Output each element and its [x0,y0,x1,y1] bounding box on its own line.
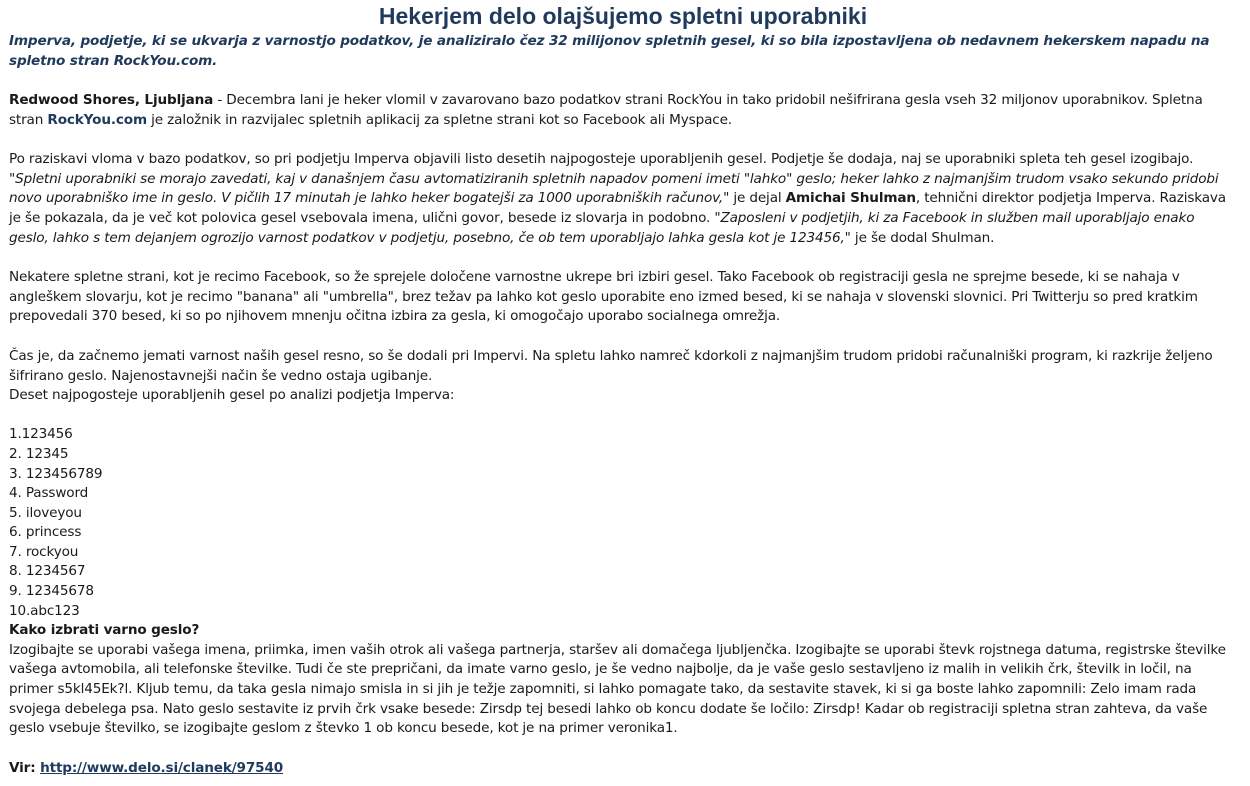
list-item: 1.123456 [9,426,73,443]
source-line [9,759,1237,779]
lead-site-name: RockYou.com [113,52,213,69]
research-quote-2: "Zaposleni v podjetjih, ki za Facebook in služben mail uporabljajo enako geslo, lahko s tem dejanjem ogrozijo varnost podatkov v podjetju, posebno, če ob tem uporabljajo lahka gesla kot je 123456," [9,209,1195,246]
paragraph-research [9,150,1237,248]
list-item: 8. 1234567 [9,563,86,580]
paragraph-sites: Nekatere spletne strani, kot je recimo Facebook, so že sprejele določene varnostne ukrepe bri izbiri gesel. Tako Facebook ob registraciji gesla ne sprejme besede, ki se nahaja v angleškem slovarju, kot je recimo "banana" ali "umbrella", brez težav pa lahko kot geslo uporabite eno izmed besed, ki se nahaja v slovenski slovnici. Pri Twitterju so pred kratkim prepovedali 370 besed, ki so po njihovem mnenju očitna izbira za gesla, ki omogočajo uporabo socialnega omrežja. [9,269,1198,325]
password-list [9,425,1237,621]
list-item: 10.abc123 [9,602,80,619]
list-item: 4. Password [9,485,89,502]
research-text-d: je še dodal Shulman. [850,229,995,246]
dateline-separator: - [213,92,227,108]
lead-text: Imperva, podjetje, ki se ukvarja z varnostjo podatkov, je analiziralo čez 32 milijonov spletnih gesel, ki so bila izpostavljena ob nedavnem hekerskem napadu na spletno stran [9,33,1210,69]
research-quote-1: Spletni uporabniki se morajo zavedati, kaj v današnjem času avtomatiziranih spletnih napadov pomeni imeti "lahko" geslo; heker lahko z najmanjšim trudom vsako sekundo pridobi novo uporabniško ime in geslo. V pičlih 17 minutah je lahko heker bogatejši za 1000 uporabniških računov," [9,170,1219,207]
list-item: 6. princess [9,524,82,541]
source-label: Vir: [9,759,41,776]
list-item: 2. 12345 [9,445,69,462]
list-item: 3. 123456789 [9,465,103,482]
research-text-a: Po raziskavi vloma v bazo podatkov, so pri podjetju Imperva objavili listo desetih najpogosteje uporabljenih gesel. Podjetje še dodaja, naj se uporabniki spleta teh gesel izogibajo. " [9,151,1194,187]
research-text-c: , tehnični direktor podjetja Imperva. Raziskava je še pokazala, da je več kot polovica gesel vsebovala imena, ulični govor, besede iz slovarja in podobno. [9,190,1226,226]
source-link[interactable]: http://www.delo.si/clanek/97540 [40,759,284,776]
article-title: Hekerjem delo olajšujemo spletni uporabniki [378,3,868,29]
person-name: Amichai Shulman [785,190,916,207]
dateline: Redwood Shores, Ljubljana [9,92,214,108]
paragraph-intro [9,91,1237,130]
list-intro: Deset najpogosteje uporabljenih gesel po analizi podjetja Imperva: [9,387,455,404]
intro-site-name: RockYou.com [47,111,147,128]
list-item: 9. 12345678 [9,583,94,600]
time-text: Čas je, da začnemo jemati varnost naših gesel resno, so še dodali pri Impervi. Na spletu lahko namreč kdorkoli z najmanjšim trudom pridobi računalniški program, ki razkrije željeno šifrirano geslo. Najenostavnejši način še vedno ostaja ugibanje. [9,347,1213,384]
paragraph-advice: Izogibajte se uporabi vašega imena, priimka, imen vaših otrok ali vašega partnerja, staršev ali domačega ljubljenčka. Izogibajte se uporabi števk rojstnega datuma, registrske številke vašega avtomobila, ali telefonske številke. Tudi če ste prepričani, da imate varno geslo, je še vedno najbolje, da je vaše geslo sestavljeno iz malih in velikih črk, številk in ločil, na primer s5kl45Ek?l. Kljub temu, da taka gesla nimajo smisla in si jih je težje zapomniti, si lahko pomagate tako, da sestavite stavek, ki si ga boste lahko zapomnili: Zelo imam rada svojega debelega psa. Nato geslo sestavite iz prvih črk vsake besede: Zirsdp tej besedi lahko ob koncu dodate še ločilo: Zirsdp! Kadar ob registraciji spletna stran zahteva, da vaše geslo vsebuje številko, se izogibajte geslom z števko 1 ob koncu besede, kot je na primer veronika1. [9,641,1226,737]
list-item: 7. rockyou [9,543,79,560]
article-lead [9,32,1237,71]
intro-text-a: Decembra lani je heker vlomil v zavarovano bazo podatkov strani RockYou in tako pridobil nešifrirana gesla vseh 32 miljonov uporabnikov. Spletna stran [9,92,1203,128]
lead-end: . [212,52,218,69]
research-text-b: je dejal [729,190,786,207]
intro-text-b: je založnik in razvijalec spletnih aplikacij za spletne strani kot so Facebook ali Myspace. [146,111,732,128]
list-item: 5. iloveyou [9,504,82,521]
paragraph-time [9,347,1237,406]
article [9,0,1237,778]
section-heading: Kako izbrati varno geslo? [9,622,200,639]
